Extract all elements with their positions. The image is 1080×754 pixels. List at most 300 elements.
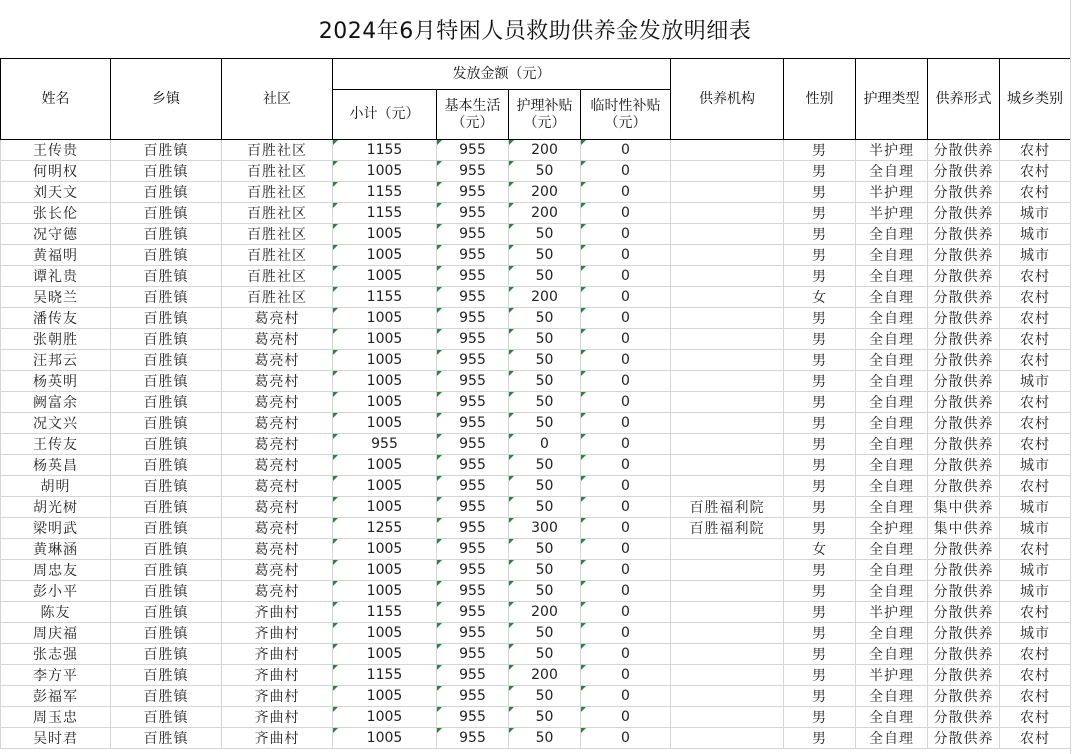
cell-care-type[interactable]: 全自理 <box>856 497 928 518</box>
cell-community[interactable]: 齐曲村 <box>222 707 333 728</box>
cell-area-type[interactable]: 农村 <box>1000 329 1071 350</box>
cell-town[interactable]: 百胜镇 <box>111 245 222 266</box>
cell-area-type[interactable]: 农村 <box>1000 182 1071 203</box>
cell-gender[interactable]: 男 <box>784 497 856 518</box>
cell-support-form[interactable]: 分散供养 <box>928 728 1000 749</box>
cell-subtotal[interactable]: 955 <box>333 434 437 455</box>
cell-institution[interactable]: 百胜福利院 <box>671 518 784 539</box>
cell-support-form[interactable]: 分散供养 <box>928 539 1000 560</box>
cell-subtotal[interactable]: 1155 <box>333 182 437 203</box>
cell-institution[interactable] <box>671 308 784 329</box>
cell-basic[interactable]: 955 <box>437 329 509 350</box>
cell-care-subsidy[interactable]: 50 <box>509 392 581 413</box>
cell-subtotal[interactable]: 1005 <box>333 392 437 413</box>
cell-support-form[interactable]: 分散供养 <box>928 287 1000 308</box>
cell-institution[interactable] <box>671 287 784 308</box>
cell-subtotal[interactable]: 1005 <box>333 623 437 644</box>
cell-name[interactable]: 黄福明 <box>1 245 111 266</box>
cell-community[interactable]: 葛亮村 <box>222 434 333 455</box>
cell-town[interactable]: 百胜镇 <box>111 476 222 497</box>
cell-gender[interactable]: 男 <box>784 392 856 413</box>
cell-area-type[interactable]: 城市 <box>1000 371 1071 392</box>
cell-temp-subsidy[interactable]: 0 <box>581 455 671 476</box>
cell-subtotal[interactable]: 1255 <box>333 518 437 539</box>
cell-town[interactable]: 百胜镇 <box>111 161 222 182</box>
cell-institution[interactable] <box>671 539 784 560</box>
cell-care-type[interactable]: 全自理 <box>856 308 928 329</box>
cell-basic[interactable]: 955 <box>437 560 509 581</box>
cell-temp-subsidy[interactable]: 0 <box>581 224 671 245</box>
cell-care-subsidy[interactable]: 50 <box>509 224 581 245</box>
cell-temp-subsidy[interactable]: 0 <box>581 518 671 539</box>
cell-town[interactable]: 百胜镇 <box>111 413 222 434</box>
cell-name[interactable]: 梁明武 <box>1 518 111 539</box>
cell-subtotal[interactable]: 1005 <box>333 413 437 434</box>
cell-area-type[interactable]: 农村 <box>1000 287 1071 308</box>
cell-gender[interactable]: 男 <box>784 161 856 182</box>
cell-community[interactable]: 葛亮村 <box>222 371 333 392</box>
cell-support-form[interactable]: 分散供养 <box>928 308 1000 329</box>
cell-care-type[interactable]: 全自理 <box>856 224 928 245</box>
cell-basic[interactable]: 955 <box>437 707 509 728</box>
cell-subtotal[interactable]: 1005 <box>333 560 437 581</box>
cell-care-type[interactable]: 全自理 <box>856 350 928 371</box>
cell-town[interactable]: 百胜镇 <box>111 644 222 665</box>
cell-care-subsidy[interactable]: 50 <box>509 560 581 581</box>
cell-gender[interactable]: 男 <box>784 728 856 749</box>
cell-community[interactable]: 葛亮村 <box>222 308 333 329</box>
cell-temp-subsidy[interactable]: 0 <box>581 560 671 581</box>
cell-care-type[interactable]: 全自理 <box>856 287 928 308</box>
cell-care-subsidy[interactable]: 200 <box>509 203 581 224</box>
cell-care-type[interactable]: 半护理 <box>856 203 928 224</box>
cell-area-type[interactable]: 农村 <box>1000 350 1071 371</box>
cell-support-form[interactable]: 分散供养 <box>928 392 1000 413</box>
cell-community[interactable]: 齐曲村 <box>222 644 333 665</box>
cell-name[interactable]: 周庆福 <box>1 623 111 644</box>
cell-basic[interactable]: 955 <box>437 308 509 329</box>
cell-care-type[interactable]: 全自理 <box>856 392 928 413</box>
cell-town[interactable]: 百胜镇 <box>111 728 222 749</box>
cell-subtotal[interactable]: 1005 <box>333 371 437 392</box>
cell-basic[interactable]: 955 <box>437 539 509 560</box>
cell-gender[interactable]: 男 <box>784 476 856 497</box>
cell-care-subsidy[interactable]: 50 <box>509 161 581 182</box>
cell-care-type[interactable]: 全自理 <box>856 476 928 497</box>
cell-town[interactable]: 百胜镇 <box>111 203 222 224</box>
cell-area-type[interactable]: 农村 <box>1000 707 1071 728</box>
cell-temp-subsidy[interactable]: 0 <box>581 182 671 203</box>
cell-institution[interactable] <box>671 413 784 434</box>
cell-basic[interactable]: 955 <box>437 266 509 287</box>
cell-community[interactable]: 葛亮村 <box>222 518 333 539</box>
cell-area-type[interactable]: 城市 <box>1000 581 1071 602</box>
cell-institution[interactable] <box>671 581 784 602</box>
cell-temp-subsidy[interactable]: 0 <box>581 413 671 434</box>
cell-gender[interactable]: 男 <box>784 224 856 245</box>
cell-care-type[interactable]: 全自理 <box>856 371 928 392</box>
cell-town[interactable]: 百胜镇 <box>111 497 222 518</box>
cell-care-type[interactable]: 全自理 <box>856 539 928 560</box>
cell-care-subsidy[interactable]: 50 <box>509 308 581 329</box>
cell-community[interactable]: 齐曲村 <box>222 728 333 749</box>
cell-temp-subsidy[interactable]: 0 <box>581 140 671 161</box>
cell-area-type[interactable]: 农村 <box>1000 308 1071 329</box>
cell-name[interactable]: 况守德 <box>1 224 111 245</box>
cell-basic[interactable]: 955 <box>437 287 509 308</box>
cell-institution[interactable] <box>671 644 784 665</box>
cell-temp-subsidy[interactable]: 0 <box>581 329 671 350</box>
cell-area-type[interactable]: 农村 <box>1000 413 1071 434</box>
cell-basic[interactable]: 955 <box>437 434 509 455</box>
cell-support-form[interactable]: 分散供养 <box>928 476 1000 497</box>
cell-care-subsidy[interactable]: 200 <box>509 140 581 161</box>
cell-subtotal[interactable]: 1005 <box>333 707 437 728</box>
cell-temp-subsidy[interactable]: 0 <box>581 161 671 182</box>
cell-town[interactable]: 百胜镇 <box>111 686 222 707</box>
cell-basic[interactable]: 955 <box>437 497 509 518</box>
cell-subtotal[interactable]: 1155 <box>333 140 437 161</box>
cell-town[interactable]: 百胜镇 <box>111 518 222 539</box>
cell-institution[interactable] <box>671 266 784 287</box>
cell-community[interactable]: 葛亮村 <box>222 455 333 476</box>
cell-subtotal[interactable]: 1005 <box>333 350 437 371</box>
cell-institution[interactable] <box>671 329 784 350</box>
cell-temp-subsidy[interactable]: 0 <box>581 539 671 560</box>
cell-name[interactable]: 陈友 <box>1 602 111 623</box>
cell-care-subsidy[interactable]: 50 <box>509 686 581 707</box>
cell-area-type[interactable]: 城市 <box>1000 497 1071 518</box>
cell-temp-subsidy[interactable]: 0 <box>581 707 671 728</box>
cell-temp-subsidy[interactable]: 0 <box>581 623 671 644</box>
cell-basic[interactable]: 955 <box>437 623 509 644</box>
cell-gender[interactable]: 女 <box>784 539 856 560</box>
cell-name[interactable]: 周忠友 <box>1 560 111 581</box>
cell-town[interactable]: 百胜镇 <box>111 329 222 350</box>
cell-name[interactable]: 张志强 <box>1 644 111 665</box>
cell-name[interactable]: 刘天文 <box>1 182 111 203</box>
cell-support-form[interactable]: 分散供养 <box>928 686 1000 707</box>
cell-support-form[interactable]: 分散供养 <box>928 245 1000 266</box>
cell-support-form[interactable]: 分散供养 <box>928 665 1000 686</box>
cell-support-form[interactable]: 分散供养 <box>928 560 1000 581</box>
cell-temp-subsidy[interactable]: 0 <box>581 665 671 686</box>
cell-institution[interactable] <box>671 602 784 623</box>
cell-gender[interactable]: 男 <box>784 350 856 371</box>
cell-care-type[interactable]: 全自理 <box>856 707 928 728</box>
cell-institution[interactable] <box>671 392 784 413</box>
cell-gender[interactable]: 女 <box>784 287 856 308</box>
cell-temp-subsidy[interactable]: 0 <box>581 686 671 707</box>
cell-care-subsidy[interactable]: 200 <box>509 665 581 686</box>
cell-name[interactable]: 彭小平 <box>1 581 111 602</box>
cell-basic[interactable]: 955 <box>437 182 509 203</box>
cell-area-type[interactable]: 农村 <box>1000 686 1071 707</box>
cell-subtotal[interactable]: 1005 <box>333 266 437 287</box>
cell-care-subsidy[interactable]: 50 <box>509 728 581 749</box>
cell-community[interactable]: 葛亮村 <box>222 413 333 434</box>
cell-care-subsidy[interactable]: 50 <box>509 245 581 266</box>
cell-care-type[interactable]: 全自理 <box>856 728 928 749</box>
cell-gender[interactable]: 男 <box>784 455 856 476</box>
cell-temp-subsidy[interactable]: 0 <box>581 581 671 602</box>
cell-gender[interactable]: 男 <box>784 266 856 287</box>
cell-basic[interactable]: 955 <box>437 728 509 749</box>
cell-care-type[interactable]: 全自理 <box>856 686 928 707</box>
cell-institution[interactable] <box>671 245 784 266</box>
cell-care-subsidy[interactable]: 300 <box>509 518 581 539</box>
cell-institution[interactable] <box>671 728 784 749</box>
cell-institution[interactable] <box>671 182 784 203</box>
cell-community[interactable]: 葛亮村 <box>222 329 333 350</box>
cell-area-type[interactable]: 农村 <box>1000 644 1071 665</box>
cell-gender[interactable]: 男 <box>784 203 856 224</box>
cell-support-form[interactable]: 分散供养 <box>928 455 1000 476</box>
cell-area-type[interactable]: 城市 <box>1000 623 1071 644</box>
cell-gender[interactable]: 男 <box>784 413 856 434</box>
cell-institution[interactable] <box>671 686 784 707</box>
cell-care-subsidy[interactable]: 50 <box>509 581 581 602</box>
cell-care-subsidy[interactable]: 50 <box>509 644 581 665</box>
cell-temp-subsidy[interactable]: 0 <box>581 266 671 287</box>
cell-support-form[interactable]: 分散供养 <box>928 182 1000 203</box>
cell-care-subsidy[interactable]: 200 <box>509 182 581 203</box>
cell-care-type[interactable]: 半护理 <box>856 140 928 161</box>
cell-gender[interactable]: 男 <box>784 329 856 350</box>
cell-care-subsidy[interactable]: 0 <box>509 434 581 455</box>
cell-community[interactable]: 葛亮村 <box>222 350 333 371</box>
cell-name[interactable]: 李方平 <box>1 665 111 686</box>
cell-town[interactable]: 百胜镇 <box>111 602 222 623</box>
cell-support-form[interactable]: 集中供养 <box>928 497 1000 518</box>
cell-care-type[interactable]: 全自理 <box>856 623 928 644</box>
cell-community[interactable]: 百胜社区 <box>222 287 333 308</box>
cell-community[interactable]: 百胜社区 <box>222 161 333 182</box>
cell-institution[interactable] <box>671 350 784 371</box>
cell-temp-subsidy[interactable]: 0 <box>581 728 671 749</box>
spreadsheet-grid[interactable] <box>0 58 1070 754</box>
cell-basic[interactable]: 955 <box>437 245 509 266</box>
cell-institution[interactable]: 百胜福利院 <box>671 497 784 518</box>
cell-basic[interactable]: 955 <box>437 518 509 539</box>
cell-basic[interactable]: 955 <box>437 371 509 392</box>
cell-gender[interactable]: 男 <box>784 644 856 665</box>
cell-care-type[interactable]: 半护理 <box>856 182 928 203</box>
cell-care-type[interactable]: 全自理 <box>856 644 928 665</box>
cell-town[interactable]: 百胜镇 <box>111 434 222 455</box>
cell-subtotal[interactable]: 1005 <box>333 455 437 476</box>
cell-name[interactable]: 吴时君 <box>1 728 111 749</box>
cell-care-subsidy[interactable]: 50 <box>509 476 581 497</box>
cell-care-subsidy[interactable]: 50 <box>509 623 581 644</box>
cell-subtotal[interactable]: 1155 <box>333 203 437 224</box>
cell-gender[interactable]: 男 <box>784 686 856 707</box>
cell-care-type[interactable]: 全自理 <box>856 581 928 602</box>
cell-basic[interactable]: 955 <box>437 350 509 371</box>
cell-care-subsidy[interactable]: 50 <box>509 350 581 371</box>
cell-name[interactable]: 彭福军 <box>1 686 111 707</box>
cell-gender[interactable]: 男 <box>784 602 856 623</box>
cell-subtotal[interactable]: 1155 <box>333 602 437 623</box>
cell-subtotal[interactable]: 1005 <box>333 686 437 707</box>
cell-town[interactable]: 百胜镇 <box>111 707 222 728</box>
cell-name[interactable]: 王传友 <box>1 434 111 455</box>
cell-community[interactable]: 百胜社区 <box>222 224 333 245</box>
cell-gender[interactable]: 男 <box>784 140 856 161</box>
cell-care-subsidy[interactable]: 50 <box>509 371 581 392</box>
cell-care-subsidy[interactable]: 50 <box>509 539 581 560</box>
cell-name[interactable]: 黄琳涵 <box>1 539 111 560</box>
cell-institution[interactable] <box>671 224 784 245</box>
cell-gender[interactable]: 男 <box>784 518 856 539</box>
cell-gender[interactable]: 男 <box>784 665 856 686</box>
cell-community[interactable]: 葛亮村 <box>222 476 333 497</box>
cell-care-type[interactable]: 全自理 <box>856 161 928 182</box>
cell-institution[interactable] <box>671 560 784 581</box>
cell-basic[interactable]: 955 <box>437 455 509 476</box>
cell-gender[interactable]: 男 <box>784 581 856 602</box>
cell-care-subsidy[interactable]: 50 <box>509 497 581 518</box>
cell-care-type[interactable]: 全自理 <box>856 434 928 455</box>
cell-support-form[interactable]: 分散供养 <box>928 581 1000 602</box>
cell-support-form[interactable]: 分散供养 <box>928 329 1000 350</box>
cell-care-type[interactable]: 全自理 <box>856 413 928 434</box>
cell-subtotal[interactable]: 1005 <box>333 224 437 245</box>
cell-gender[interactable]: 男 <box>784 308 856 329</box>
cell-name[interactable]: 张长伦 <box>1 203 111 224</box>
cell-area-type[interactable]: 农村 <box>1000 392 1071 413</box>
cell-institution[interactable] <box>671 707 784 728</box>
cell-name[interactable]: 胡明 <box>1 476 111 497</box>
cell-care-subsidy[interactable]: 50 <box>509 707 581 728</box>
cell-community[interactable]: 百胜社区 <box>222 203 333 224</box>
cell-area-type[interactable]: 农村 <box>1000 728 1071 749</box>
cell-area-type[interactable]: 农村 <box>1000 539 1071 560</box>
cell-area-type[interactable]: 城市 <box>1000 224 1071 245</box>
cell-care-type[interactable]: 全自理 <box>856 560 928 581</box>
cell-town[interactable]: 百胜镇 <box>111 266 222 287</box>
cell-institution[interactable] <box>671 434 784 455</box>
cell-subtotal[interactable]: 1005 <box>333 644 437 665</box>
cell-gender[interactable]: 男 <box>784 560 856 581</box>
cell-support-form[interactable]: 分散供养 <box>928 203 1000 224</box>
cell-care-subsidy[interactable]: 200 <box>509 602 581 623</box>
cell-name[interactable]: 周玉忠 <box>1 707 111 728</box>
cell-basic[interactable]: 955 <box>437 392 509 413</box>
cell-name[interactable]: 张朝胜 <box>1 329 111 350</box>
cell-community[interactable]: 葛亮村 <box>222 560 333 581</box>
cell-town[interactable]: 百胜镇 <box>111 287 222 308</box>
cell-support-form[interactable]: 分散供养 <box>928 434 1000 455</box>
cell-temp-subsidy[interactable]: 0 <box>581 434 671 455</box>
cell-temp-subsidy[interactable]: 0 <box>581 476 671 497</box>
cell-temp-subsidy[interactable]: 0 <box>581 371 671 392</box>
cell-town[interactable]: 百胜镇 <box>111 140 222 161</box>
cell-name[interactable]: 杨英昌 <box>1 455 111 476</box>
cell-name[interactable]: 胡光树 <box>1 497 111 518</box>
cell-basic[interactable]: 955 <box>437 644 509 665</box>
cell-town[interactable]: 百胜镇 <box>111 308 222 329</box>
cell-temp-subsidy[interactable]: 0 <box>581 203 671 224</box>
cell-area-type[interactable]: 城市 <box>1000 560 1071 581</box>
cell-subtotal[interactable]: 1005 <box>333 329 437 350</box>
cell-town[interactable]: 百胜镇 <box>111 560 222 581</box>
cell-support-form[interactable]: 分散供养 <box>928 266 1000 287</box>
cell-community[interactable]: 百胜社区 <box>222 140 333 161</box>
cell-support-form[interactable]: 分散供养 <box>928 224 1000 245</box>
cell-community[interactable]: 齐曲村 <box>222 623 333 644</box>
cell-institution[interactable] <box>671 161 784 182</box>
cell-support-form[interactable]: 集中供养 <box>928 518 1000 539</box>
cell-community[interactable]: 葛亮村 <box>222 581 333 602</box>
cell-subtotal[interactable]: 1005 <box>333 308 437 329</box>
cell-subtotal[interactable]: 1005 <box>333 539 437 560</box>
cell-basic[interactable]: 955 <box>437 602 509 623</box>
cell-care-subsidy[interactable]: 50 <box>509 413 581 434</box>
cell-temp-subsidy[interactable]: 0 <box>581 497 671 518</box>
cell-gender[interactable]: 男 <box>784 182 856 203</box>
cell-support-form[interactable]: 分散供养 <box>928 413 1000 434</box>
cell-temp-subsidy[interactable]: 0 <box>581 350 671 371</box>
cell-support-form[interactable]: 分散供养 <box>928 707 1000 728</box>
cell-support-form[interactable]: 分散供养 <box>928 623 1000 644</box>
cell-area-type[interactable]: 农村 <box>1000 266 1071 287</box>
cell-support-form[interactable]: 分散供养 <box>928 371 1000 392</box>
cell-area-type[interactable]: 农村 <box>1000 434 1071 455</box>
cell-community[interactable]: 齐曲村 <box>222 602 333 623</box>
cell-gender[interactable]: 男 <box>784 434 856 455</box>
cell-support-form[interactable]: 分散供养 <box>928 350 1000 371</box>
cell-support-form[interactable]: 分散供养 <box>928 644 1000 665</box>
cell-temp-subsidy[interactable]: 0 <box>581 392 671 413</box>
cell-institution[interactable] <box>671 455 784 476</box>
cell-support-form[interactable]: 分散供养 <box>928 602 1000 623</box>
cell-temp-subsidy[interactable]: 0 <box>581 245 671 266</box>
cell-care-subsidy[interactable]: 50 <box>509 266 581 287</box>
cell-town[interactable]: 百胜镇 <box>111 623 222 644</box>
cell-town[interactable]: 百胜镇 <box>111 224 222 245</box>
cell-town[interactable]: 百胜镇 <box>111 350 222 371</box>
cell-care-type[interactable]: 全自理 <box>856 329 928 350</box>
cell-subtotal[interactable]: 1155 <box>333 665 437 686</box>
cell-subtotal[interactable]: 1005 <box>333 497 437 518</box>
cell-community[interactable]: 百胜社区 <box>222 245 333 266</box>
cell-care-subsidy[interactable]: 50 <box>509 455 581 476</box>
cell-basic[interactable]: 955 <box>437 413 509 434</box>
cell-care-type[interactable]: 半护理 <box>856 665 928 686</box>
cell-community[interactable]: 齐曲村 <box>222 665 333 686</box>
cell-temp-subsidy[interactable]: 0 <box>581 602 671 623</box>
cell-care-type[interactable]: 全自理 <box>856 266 928 287</box>
cell-town[interactable]: 百胜镇 <box>111 581 222 602</box>
cell-name[interactable]: 况文兴 <box>1 413 111 434</box>
cell-care-subsidy[interactable]: 50 <box>509 329 581 350</box>
cell-support-form[interactable]: 分散供养 <box>928 140 1000 161</box>
cell-town[interactable]: 百胜镇 <box>111 371 222 392</box>
cell-subtotal[interactable]: 1005 <box>333 581 437 602</box>
cell-community[interactable]: 葛亮村 <box>222 497 333 518</box>
cell-care-type[interactable]: 半护理 <box>856 602 928 623</box>
cell-area-type[interactable]: 城市 <box>1000 518 1071 539</box>
cell-area-type[interactable]: 农村 <box>1000 665 1071 686</box>
cell-gender[interactable]: 男 <box>784 371 856 392</box>
cell-care-subsidy[interactable]: 200 <box>509 287 581 308</box>
cell-subtotal[interactable]: 1005 <box>333 245 437 266</box>
cell-care-type[interactable]: 全自理 <box>856 245 928 266</box>
cell-town[interactable]: 百胜镇 <box>111 182 222 203</box>
cell-area-type[interactable]: 农村 <box>1000 140 1071 161</box>
cell-basic[interactable]: 955 <box>437 686 509 707</box>
